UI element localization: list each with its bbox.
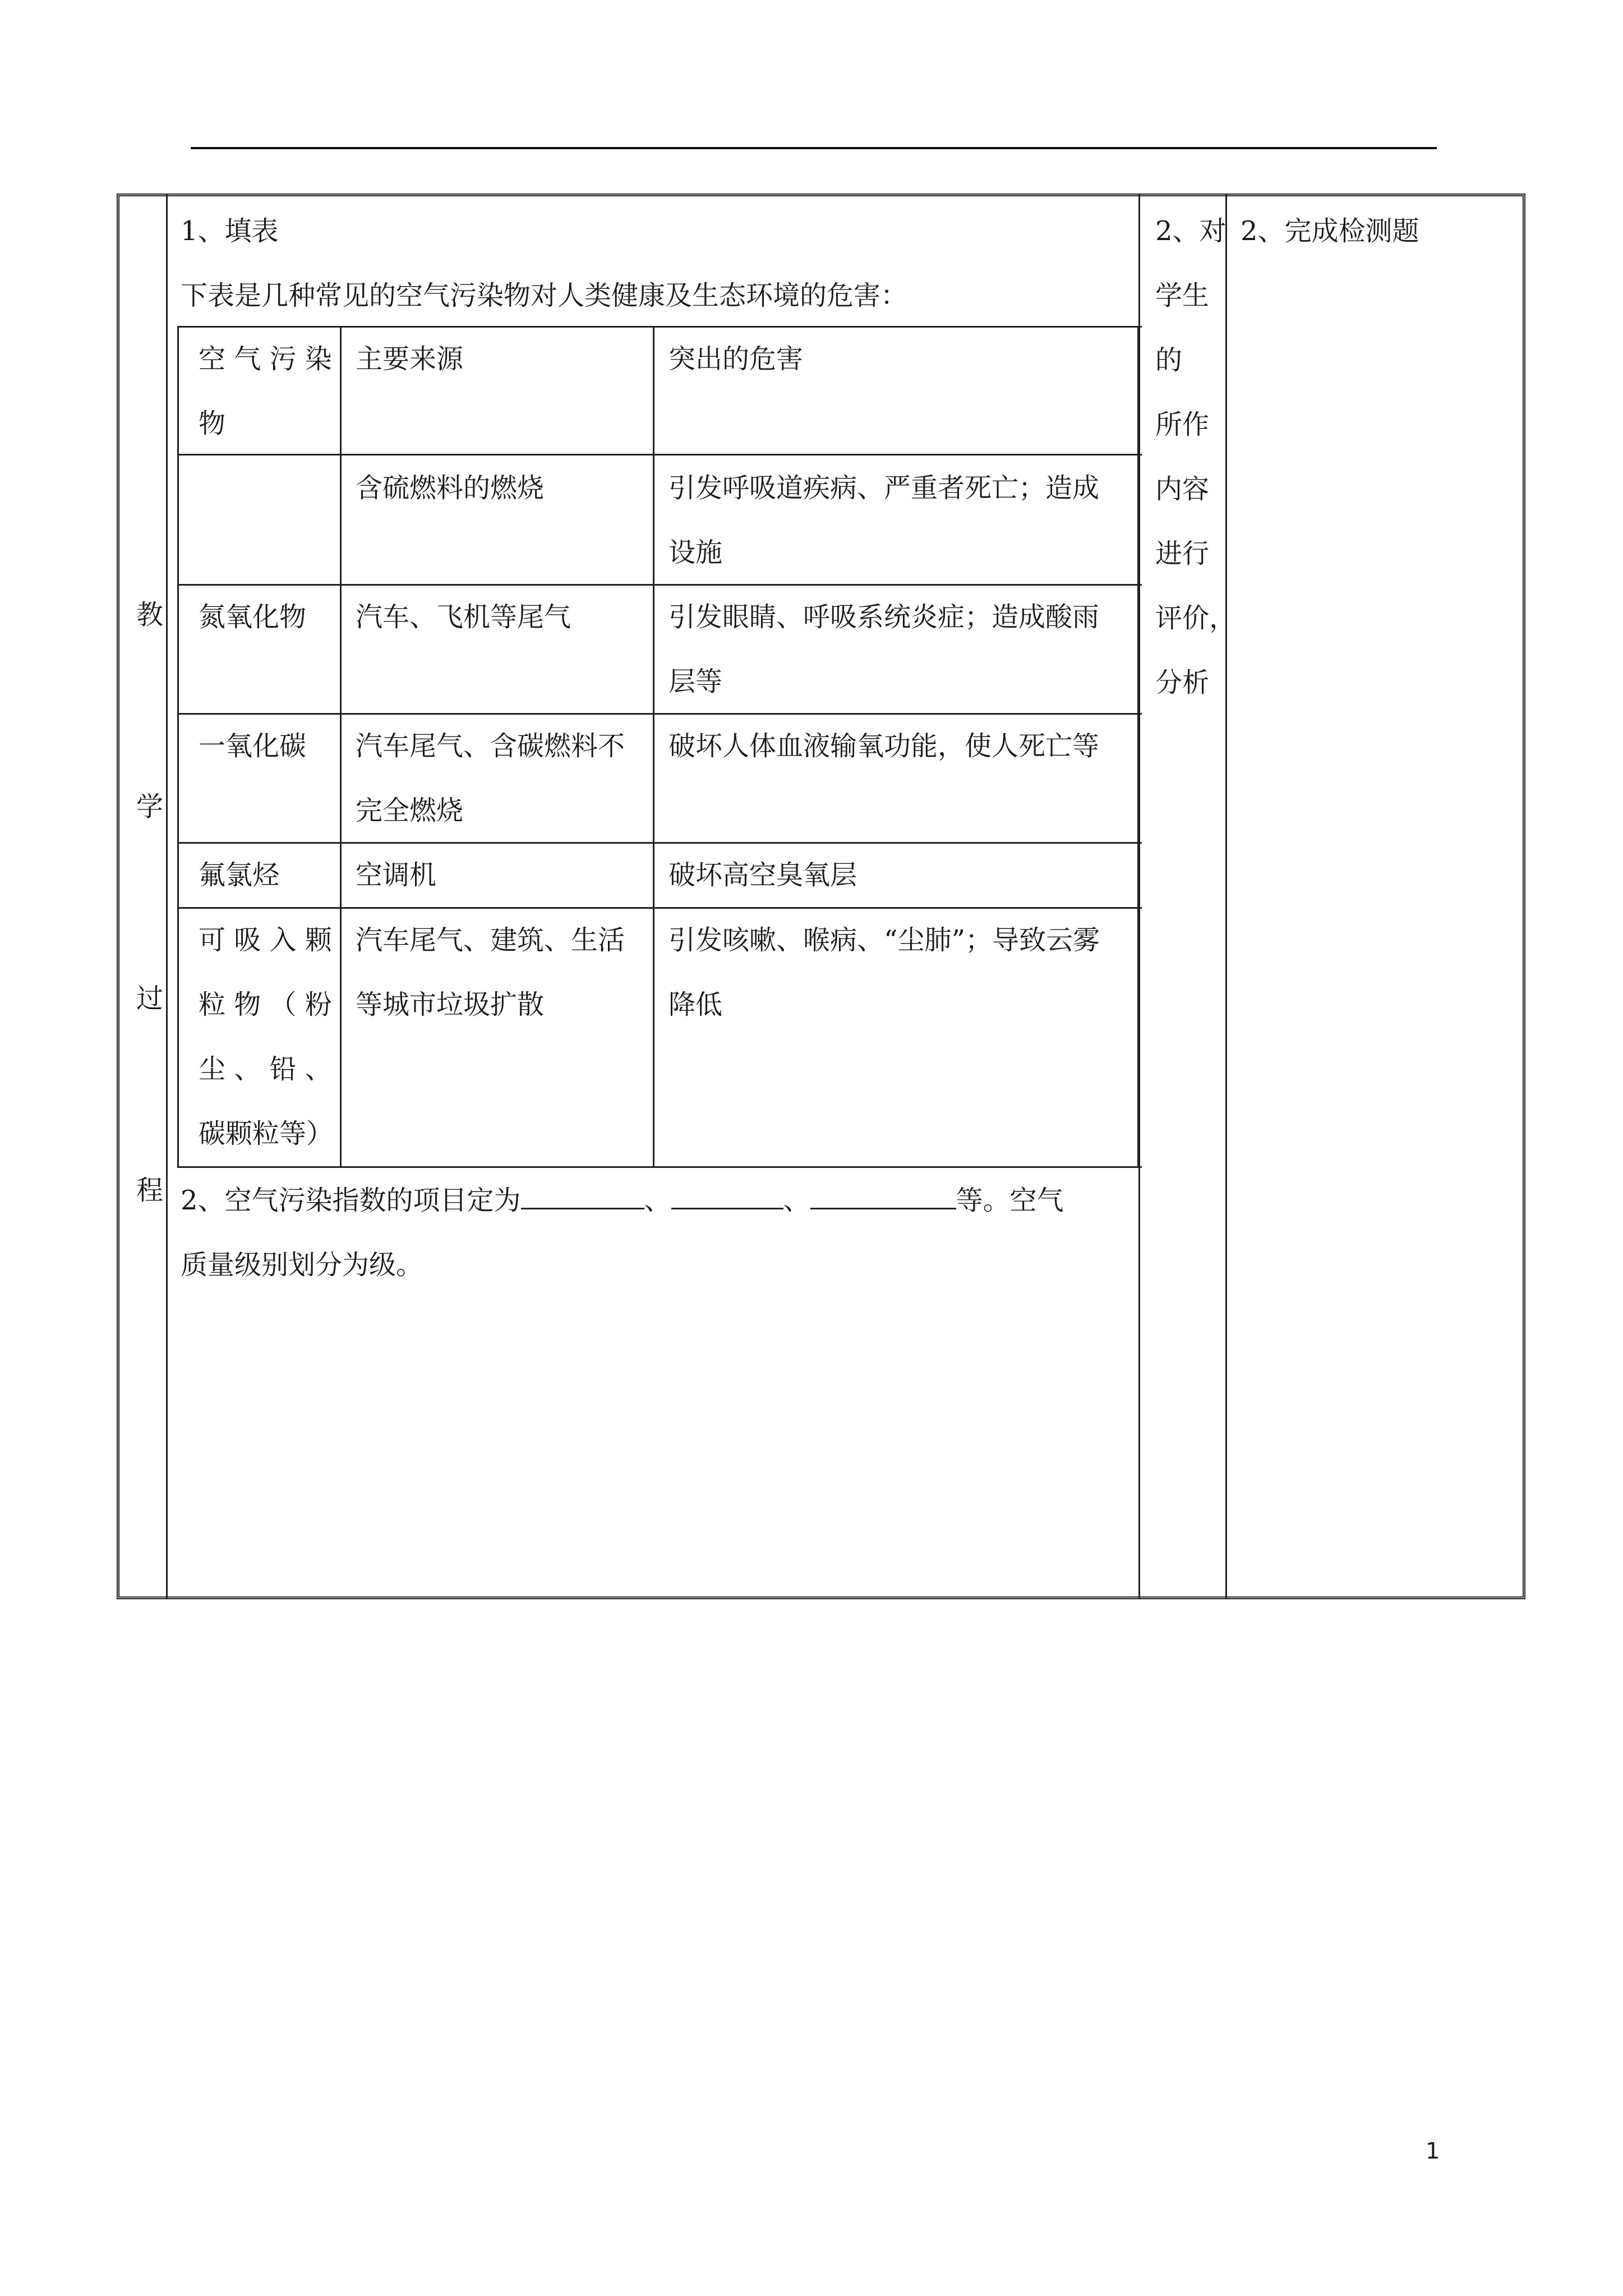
side-label-char: 过	[136, 983, 164, 1014]
table-rule	[177, 326, 179, 1167]
fill-blank[interactable]	[521, 1185, 644, 1209]
row-source: 含硫燃料的燃烧	[356, 472, 545, 504]
row-source: 空调机	[356, 859, 437, 891]
side-label-char: 程	[136, 1175, 164, 1206]
header-harm: 突出的危害	[668, 343, 804, 375]
row-pollutant: 氟氯烃	[199, 859, 280, 891]
teacher-activity: 2、对 学生 的 所作 内容 进行 评价， 分析	[1155, 215, 1237, 698]
side-label-char: 教	[136, 599, 164, 631]
header-source: 主要来源	[356, 343, 464, 375]
fill-blank[interactable]	[671, 1185, 783, 1209]
row-pollutant: 一氧化碳	[199, 730, 307, 762]
item1-title: 1、填表	[181, 215, 279, 247]
header-pollutant: 空 气 污 染 物	[199, 343, 332, 439]
table-rule	[340, 326, 342, 1167]
row-source: 汽车、飞机等尾气	[356, 601, 571, 633]
row-source: 汽车尾气、建筑、生活 等城市垃圾扩散	[356, 924, 625, 1020]
table-rule	[177, 1166, 1142, 1168]
table-rule	[1137, 326, 1139, 1167]
row-pollutant: 可 吸 入 颗 粒 物 （ 粉 尘 、 铅 、 碳颗粒等）	[199, 924, 334, 1149]
header-rule	[191, 147, 1437, 149]
page-number: 1	[1426, 2138, 1440, 2164]
item2-line2: 质量级别划分为级。	[181, 1249, 423, 1281]
row-harm: 引发咳嗽、喉病、“尘肺”；导致云雾 降低	[668, 924, 1100, 1020]
row-source: 汽车尾气、含碳燃料不 完全燃烧	[356, 730, 625, 826]
row-harm: 引发眼睛、呼吸系统炎症；造成酸雨 层等	[668, 601, 1100, 697]
column-divider	[166, 194, 168, 1599]
table-intro: 下表是几种常见的空气污染物对人类健康及生态环境的危害：	[181, 280, 908, 311]
row-harm: 引发呼吸道疾病、严重者死亡；造成 设施	[668, 472, 1100, 568]
table-rule	[653, 326, 654, 1167]
row-harm: 破坏人体血液输氧功能，使人死亡等	[668, 730, 1100, 762]
item2-line1: 2、空气污染指数的项目定为 、 、 等。空气	[181, 1185, 1064, 1216]
row-harm: 破坏高空臭氧层	[668, 859, 857, 891]
fill-blank[interactable]	[810, 1185, 956, 1209]
student-activity: 2、完成检测题	[1241, 215, 1419, 247]
side-label-char: 学	[136, 791, 164, 822]
row-pollutant: 氮氧化物	[199, 601, 307, 633]
pollutant-table	[177, 326, 1137, 1167]
